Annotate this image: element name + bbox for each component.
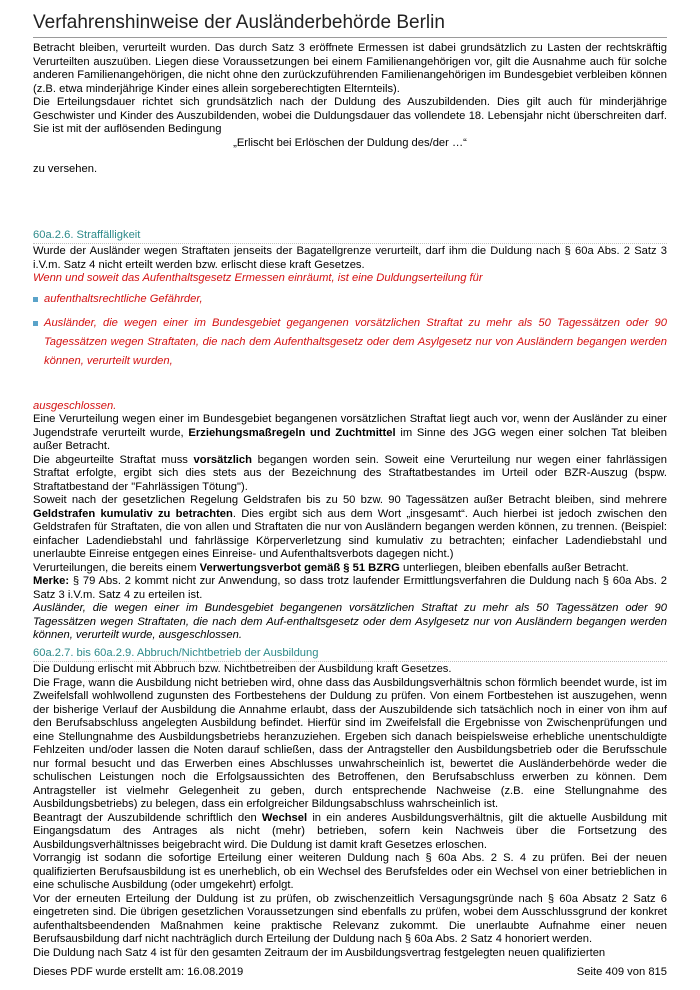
page-number: Seite 409 von 815: [576, 966, 667, 978]
abbruch-paragraph-5: Vor der erneuten Erteilung der Duldung ist zu prüfen, ob zwischenzeitlich Versagungsgründe nach § 60a Absatz 2 Satz 6 eingetreten sind. Die übrigen gesetzlichen Voraussetzungen sind ebenfalls zu prüfen, wobei dem Ausschlussgrund der konkret aufenthaltsbeendenden Maßnahmen keine praktische Relevanz zukommt. Die unerlaubte Aufnahme einer neuen Berufsausbildung darf nicht nachträglich durch Erteilung der Duldung nach § 60a Abs. 2 Satz 4 honoriert werden.: [33, 892, 667, 945]
page-footer: [33, 966, 667, 980]
abbruch-paragraph-2: Die Frage, wann die Ausbildung nicht betrieben wird, ohne dass das Ausbildungsverhältnis schon förmlich beendet wurde, ist im Zweifelsfall wohlwollend zugunsten des Fortbestehens der Duldung zu prüfen. Von einem Fortbestehen ist auszugehen, wenn der bisherige Verlauf der Ausbildung die Annahme erlaubt, dass der Auszubildende sich tatsächlich noch in einer von ihm auf den Berufsabschluss angelegten Ausbildung befindet. Hierfür sind im Zweifelsfall die Ergebnisse von Zwischenprüfungen und eine Stellungnahme des Ausbildungsbetriebs heranzuziehen. Ergeben sich danach beispielsweise erhebliche unentschuldigte Fehlzeiten und/oder lassen die Noten darauf schließen, dass der Antragsteller den Ausbildungsbetrieb oder die Berufsschule nur formal besucht und das Erwerben eines Abschlusses unwahrscheinlich ist, bewertet die Ausländerbehörde weder die schulischen Leistungen noch die Erfolgsaussichten des Betroffenen, den Berufsabschluss erwerben zu können. Dem Antragsteller ist vielmehr Gelegenheit zu geben, durch entsprechende Nachweise (z.B. eine Stellungnahme des Ausbildungsbetriebs) zu belegen, dass ein erfolgreicher Bildungsabschluss wahrscheinlich ist.: [33, 676, 667, 810]
condition-clause: „Erlischt bei Erlöschen der Duldung des/der …“: [233, 136, 467, 149]
abbruch-paragraph-3: Beantragt der Auszubildende schriftlich den Wechsel in ein anderes Ausbildungsverhältnis, gilt die aktuelle Ausbildung mit Eingangsdatum des Antrages als nicht (mehr) betrieben, sofern kein Nachweis über die Fortsetzung des Ausbildungsverhältnisses beigebracht wird. Die Duldung ist damit kraft Gesetzes erloschen.: [33, 811, 667, 851]
bullet-icon: [33, 297, 38, 302]
title-divider: [33, 37, 667, 38]
straf-paragraph-4: Soweit nach der gesetzlichen Regelung Geldstrafen bis zu 50 bzw. 90 Tagessätzen außer Betracht bleiben, sind mehrere Geldstrafen kumulativ zu betrachten. Dies ergibt sich aus dem Wort „insgesamt“. Auch hierbei ist jedoch zwischen den Geldstrafen für Straftaten, die von allen und Straftaten die nur von Ausländern begangen werden können, zu trennen. (Beispiel: einfacher Ladendiebstahl und fahrlässige Körperverletzung sind kumulativ zu betrachten; einfacher Ladendiebstahl und unerlaubte Einreise entgegen eines Einreise- und Aufenthaltsverbots dagegen nicht.): [33, 494, 667, 560]
list-item: aufenthaltsrechtliche Gefährder,: [33, 290, 667, 309]
red-intro: Wenn und soweit das Aufenthaltsgesetz Ermessen einräumt, ist eine Duldungserteilung für: [33, 272, 483, 284]
straf-paragraph-2: Eine Verurteilung wegen einer im Bundesgebiet begangenen vorsätzlichen Straftat liegt auch vor, wenn der Ausländer zu einer Jugendstrafe verurteilt wurde, Erziehungsmaßregeln und Zuchtmittel im Sinne des JGG wegen einer solchen Tat bleiben außer Betracht.: [33, 413, 667, 452]
creation-date: Dieses PDF wurde erstellt am: 16.08.2019: [33, 966, 244, 978]
document-body: [33, 42, 667, 960]
intro-paragraph-1: Betracht bleiben, verurteilt wurden. Das durch Satz 3 eröffnete Ermessen ist dabei grundsätzlich zu Lasten der rechtskräftig Verurteilten auszuüben. Liegen diese Voraussetzungen bei einem Familienangehörigen vor, gilt die Ausnahme auch für solche anderen Familienangehörigen, die nicht ohne den zurückzuführenden Familienangehörigen im Bundesgebiet verbleiben können (z.B. etwa minderjährige Kinder eines allein sorgeberechtigten Elternteils).: [33, 42, 667, 95]
straf-paragraph-7: Ausländer, die wegen einer im Bundesgebiet begangenen vorsätzlichen Straftat zu mehr als 50 Tagessätzen oder 90 Tagessätzen wegen Straftaten, die nach dem Auf-enthaltsgesetz oder dem Asylgesetz nur von Ausländern begangen werden können, verurteilt wurde, ausgeschlossen.: [33, 602, 667, 641]
straf-paragraph-1: Wurde der Ausländer wegen Straftaten jenseits der Bagatellgrenze verurteilt, darf ihm die Duldung nach § 60a Abs. 2 Satz 3 i.V.m. Satz 4 nicht erteilt werden bzw. erlischt diese kraft Gesetzes.: [33, 245, 667, 271]
section-heading-straffaelligkeit: 60a.2.6. Straffälligkeit: [33, 229, 667, 245]
list-item: Ausländer, die wegen einer im Bundesgebiet gegangenen vorsätzlichen Straftat zu mehr als 50 Tagessätzen oder 90 Tagessätzen wegen Straftaten, die nach dem Aufenthaltsgesetz oder dem Asylgesetz nur von Ausländern begangen werden können, verurteilt wurden,: [33, 314, 667, 371]
straf-paragraph-3: Die abgeurteilte Straftat muss vorsätzlich begangen worden sein. Soweit eine Verurteilung nur wegen einer fahrlässigen Straftat erfolgte, ergibt sich dies stets aus der Bezeichnung des Straftatbestandes im Urteil oder BZR-Auszug (bspw. Straftatbestand der "Fahrlässigen Tötung").: [33, 453, 667, 493]
intro-paragraph-2: Die Erteilungsdauer richtet sich grundsätzlich nach der Duldung des Auszubildenden. Dies gilt auch für minderjährige Geschwister und Kinder des Auszubildenden, wobei die Duldungsdauer das vollendete 18. Lebensjahr nicht überschreiten darf. Sie ist mit der auflösenden Bedingung: [33, 96, 667, 135]
abbruch-paragraph-4: Vorrangig ist sodann die sofortige Erteilung einer weiteren Duldung nach § 60a Abs. 2 S. 4 zu prüfen. Bei der neuen qualifizierten Berufsausbildung ist es unerheblich, ob ein Wechsel des Berufsfeldes oder ein Wechsel von einer betrieblichen in eine schulische Ausbildung (oder umgekehrt) erfolgt.: [33, 852, 667, 891]
merke-note: Merke: § 79 Abs. 2 kommt nicht zur Anwendung, so dass trotz laufender Ermittlungsverfahren die Duldung nach § 60a Abs. 2 Satz 3 i.V.m. Satz 4 zu erteilen ist.: [33, 575, 667, 601]
intro-paragraph-3: zu versehen.: [33, 163, 98, 175]
abbruch-paragraph-6: Die Duldung nach Satz 4 ist für den gesamten Zeitraum der im Ausbildungsvertrag festgelegten neuen qualifizierten: [33, 946, 606, 959]
exclusion-list: [33, 290, 667, 371]
red-outro: ausgeschlossen.: [33, 399, 117, 412]
page-title: Verfahrenshinweise der Ausländerbehörde Berlin: [33, 12, 445, 33]
bullet-icon: [33, 321, 38, 326]
abbruch-paragraph-1: Die Duldung erlischt mit Abbruch bzw. Nichtbetreiben der Ausbildung kraft Gesetzes.: [33, 663, 452, 675]
straf-paragraph-5: Verurteilungen, die bereits einem Verwertungsverbot gemäß § 51 BZRG unterliegen, bleiben ebenfalls außer Betracht.: [33, 561, 629, 574]
section-heading-abbruch: 60a.2.7. bis 60a.2.9. Abbruch/Nichtbetrieb der Ausbildung: [33, 647, 667, 663]
